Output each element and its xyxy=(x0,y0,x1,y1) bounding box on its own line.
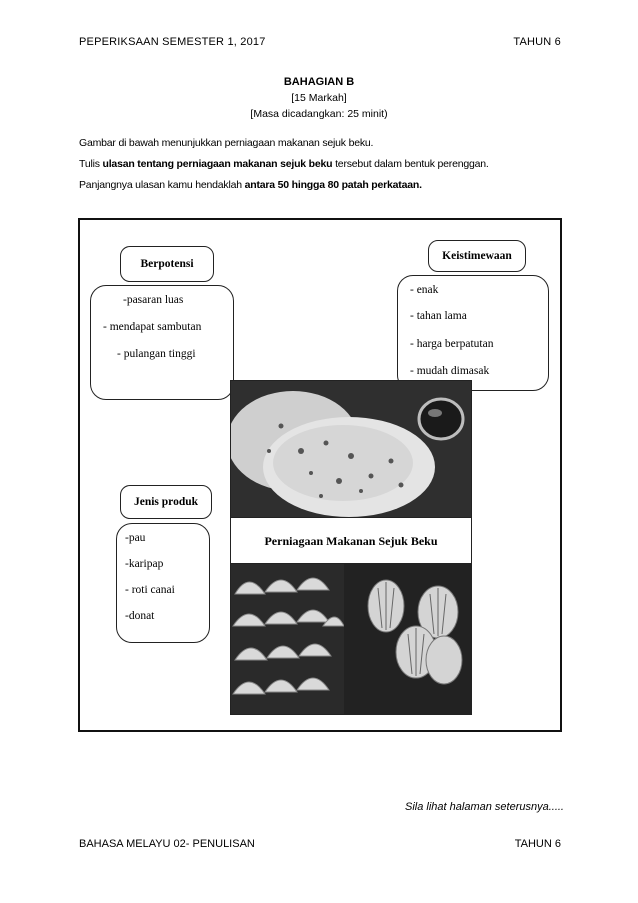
berpotensi-item: -pasaran luas xyxy=(123,294,184,306)
jenis-produk-item: -karipap xyxy=(125,558,164,570)
jenis-produk-bubble xyxy=(116,523,210,643)
pau-photo xyxy=(345,563,472,715)
instruction-line-2: Tulis ulasan tentang perniagaan makanan sejuk beku tersebut dalam bentuk perenggan. xyxy=(79,158,489,170)
berpotensi-title-box: Berpotensi xyxy=(120,246,214,282)
berpotensi-bubble xyxy=(90,285,234,400)
keistimewaan-item: - tahan lama xyxy=(410,310,467,322)
karipap-photo xyxy=(230,563,345,715)
section-title: BAHAGIAN B xyxy=(283,76,355,88)
jenis-produk-title-box: Jenis produk xyxy=(120,485,212,519)
berpotensi-item: - pulangan tinggi xyxy=(117,348,196,360)
roti-canai-photo xyxy=(230,380,472,520)
stimulus-figure xyxy=(78,218,562,732)
footer-year: TAHUN 6 xyxy=(514,838,561,850)
footer-subject: BAHASA MELAYU 02- PENULISAN xyxy=(79,838,255,850)
jenis-produk-item: - roti canai xyxy=(125,584,175,596)
figure-caption: Perniagaan Makanan Sejuk Beku xyxy=(230,517,472,565)
keistimewaan-title-box: Keistimewaan xyxy=(428,240,526,272)
header-exam-title: PEPERIKSAAN SEMESTER 1, 2017 xyxy=(79,36,266,48)
instruction-line-3: Panjangnya ulasan kamu hendaklah antara 50 hingga 80 patah perkataan. xyxy=(79,179,422,191)
keistimewaan-item: - harga berpatutan xyxy=(410,338,494,350)
continue-note: Sila lihat halaman seterusnya..... xyxy=(405,801,564,813)
jenis-produk-item: -pau xyxy=(125,532,146,544)
section-time: [Masa dicadangkan: 25 minit) xyxy=(250,108,388,120)
instruction-line-1: Gambar di bawah menunjukkan perniagaan makanan sejuk beku. xyxy=(79,137,374,149)
keistimewaan-item: - mudah dimasak xyxy=(410,365,490,377)
berpotensi-item: - mendapat sambutan xyxy=(103,321,202,333)
header-year: TAHUN 6 xyxy=(513,36,561,48)
section-marks: [15 Markah] xyxy=(291,92,347,104)
keistimewaan-item: - enak xyxy=(410,284,439,296)
keistimewaan-bubble xyxy=(397,275,549,391)
jenis-produk-item: -donat xyxy=(125,610,155,622)
